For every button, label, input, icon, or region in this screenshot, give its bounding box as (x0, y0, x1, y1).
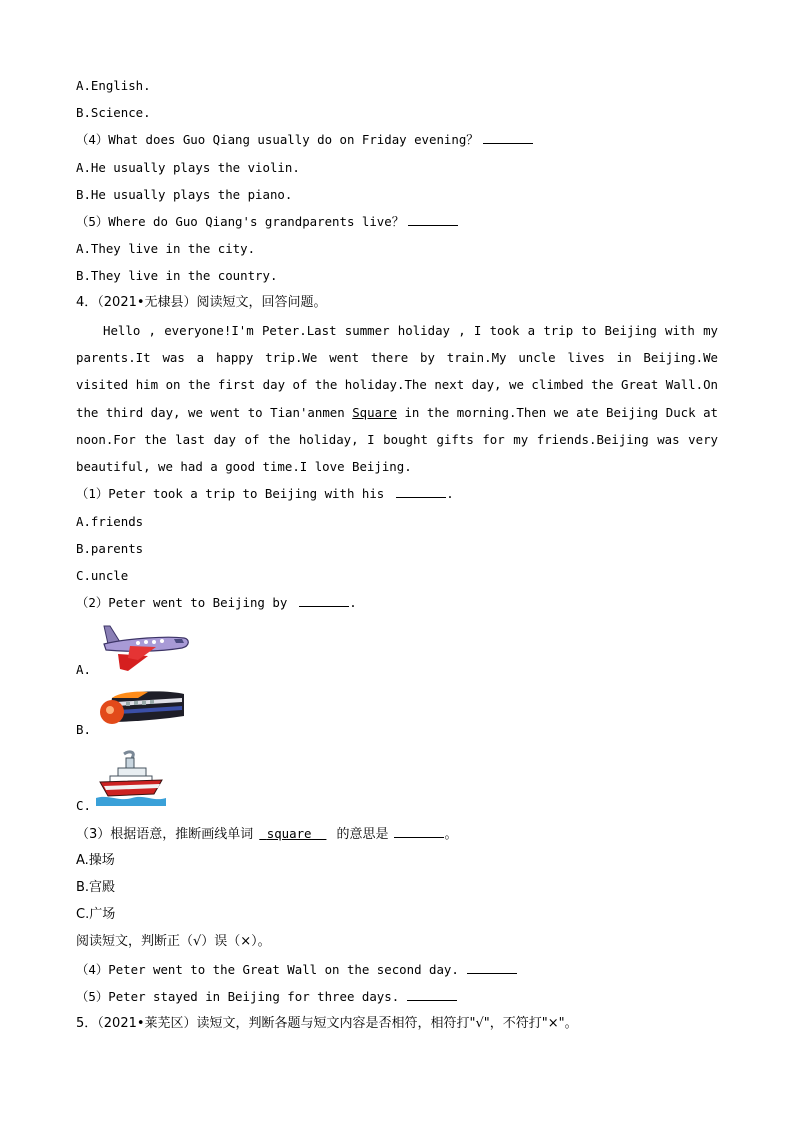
q4-passage (76, 317, 718, 480)
answer-blank[interactable] (483, 132, 533, 144)
q4-sub3-option-a: A.操场 (76, 853, 115, 868)
passage-text-2: in the morning.Then we ate Beijing Duck at noon.For the last day of the holiday, I bought gifts for my friends.Beijing was very beautiful, we had a good time.I love Beijing. (76, 404, 718, 475)
q4-sub2-option-c-label: C. (76, 798, 91, 813)
q4-sub5-statement (76, 989, 457, 1005)
q4-judge-instruction: 阅读短文，判断正（√）误（×）。 (76, 934, 271, 949)
ship-icon (96, 750, 166, 806)
underlined-word (259, 826, 326, 841)
q4-sub4-statement (76, 962, 517, 978)
q3-sub4-option-a: A.He usually plays the violin. (76, 160, 300, 175)
q4-sub5-text: （5）Peter stayed in Beijing for three days. (76, 989, 400, 1004)
q4-sub3-text-2: 的意思是 (336, 827, 389, 842)
q4-sub2-option-a-label: A. (76, 662, 91, 677)
q4-sub2-option-b-label: B. (76, 722, 91, 737)
answer-blank[interactable] (467, 962, 517, 974)
period: . (446, 486, 454, 501)
q3-option-a: A.English. (76, 78, 151, 93)
q4-sub1-question (76, 486, 454, 502)
q4-sub3-option-b: B.宫殿 (76, 880, 116, 895)
q3-sub5-option-a: A.They live in the city. (76, 241, 256, 256)
answer-blank[interactable] (408, 214, 458, 226)
q3-sub5-option-b: B.They live in the country. (76, 268, 278, 283)
q4-heading: 4．（2021•无棣县）阅读短文，回答问题。 (76, 295, 327, 310)
answer-blank[interactable] (299, 595, 349, 607)
q4-sub4-text: （4）Peter went to the Great Wall on the second day. (76, 962, 459, 977)
q3-sub5-text: （5）Where do Guo Qiang's grandparents live？ (76, 214, 405, 229)
q4-sub1-option-b: B.parents (76, 541, 144, 556)
answer-blank[interactable] (407, 989, 457, 1001)
passage-text-1: Hello , everyone!I'm Peter.Last summer holiday , I took a trip to Beijing with my parents.It was a happy trip.We went there by train.My uncle lives in Beijing.We visited him on the first day of the holiday.The next day, we climbed the Great Wall.On the third day, we went to Tian'anmen (76, 323, 718, 420)
answer-blank[interactable] (394, 826, 444, 838)
airplane-icon (98, 620, 190, 672)
q4-sub1-text: （1）Peter took a trip to Beijing with his (76, 486, 385, 501)
q4-sub2-text: （2）Peter went to Beijing by (76, 595, 288, 610)
underlined-word: Square (352, 404, 397, 420)
q5-heading: 5．（2021•莱芜区）读短文，判断各题与短文内容是否相符，相符打"√"，不符打"×"。 (76, 1016, 578, 1031)
answer-blank[interactable] (396, 486, 446, 498)
q4-sub1-option-c: C.uncle (76, 568, 129, 583)
train-icon (98, 688, 186, 730)
q4-sub3-question (76, 826, 457, 843)
q4-sub3-option-c: C.广场 (76, 907, 116, 922)
q4-sub1-option-a: A.friends (76, 514, 144, 529)
q3-sub4-text: （4）What does Guo Qiang usually do on Friday evening？ (76, 132, 479, 147)
q4-sub2-question (76, 595, 357, 611)
q4-sub3-text: （3）根据语意，推断画线单词 (76, 827, 254, 842)
sub3-word: square (266, 826, 312, 841)
q3-sub4-question (76, 132, 533, 148)
q3-option-b: B.Science. (76, 105, 151, 120)
q3-sub5-question (76, 214, 458, 230)
period: . (349, 595, 357, 610)
q3-sub4-option-b: B.He usually plays the piano. (76, 187, 293, 202)
period: 。 (444, 827, 458, 842)
